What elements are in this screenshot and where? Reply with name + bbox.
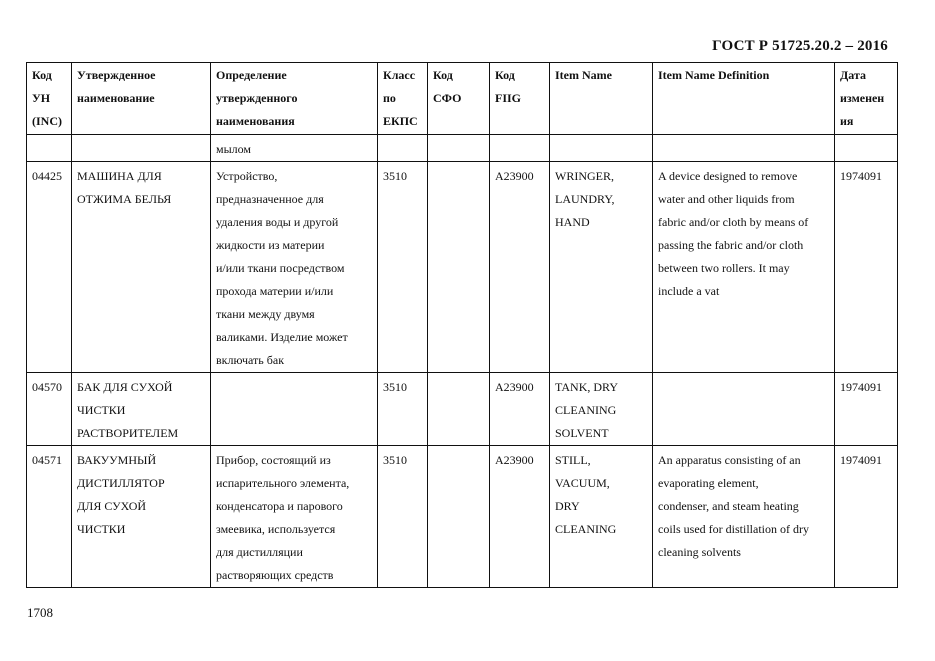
cell-approved-name [72,373,211,446]
cell-line: HAND [555,215,590,229]
cell-inc: 04425 [27,162,72,373]
cell-date: 1974091 [835,446,898,588]
cell-definition [211,162,378,373]
cell-inc: 04571 [27,446,72,588]
column-header-line: Код [495,68,515,82]
cell-line: ДЛЯ СУХОЙ [77,499,147,513]
cell-date: 1974091 [835,162,898,373]
cell-line: CLEANING [555,403,617,417]
table-row [27,446,898,588]
cell-item-definition [653,446,835,588]
cell-line: змеевика, используется [216,522,336,536]
column-header-item-name [550,63,653,135]
cell-line: конденсатора и парового [216,499,343,513]
column-header-line: наименование [77,91,155,105]
column-header-approved-name [72,63,211,135]
cell-item-name [550,373,653,446]
column-header-sfo-code [428,63,490,135]
cell-item-definition [653,373,835,446]
column-header-line: Класс [383,68,416,82]
cell-approved-name [72,446,211,588]
cell-line: water and other liquids from [658,192,795,206]
cell-class: 3510 [378,446,428,588]
column-header-line: ия [840,114,854,128]
cell-line: between two rollers. It may [658,261,790,275]
table-row [27,162,898,373]
standard-designation: ГОСТ Р 51725.20.2 – 2016 [712,38,888,54]
table-row [27,373,898,446]
column-header-ekps-class [378,63,428,135]
column-header-line: Утвержденное [77,68,156,82]
cell-line: WRINGER, [555,169,614,183]
cell-fiig: A23900 [490,446,550,588]
column-header-line: FIIG [495,91,522,105]
cell-line: валиками. Изделие может [216,330,348,344]
cell-line: ЧИСТКИ [77,403,126,417]
column-header-line: Дата [840,68,866,82]
cell-item-name [550,135,653,162]
cell-sfo [428,162,490,373]
catalog-table [26,62,898,588]
column-header-change-date [835,63,898,135]
cell-inc: 04570 [27,373,72,446]
cell-class: 3510 [378,373,428,446]
column-header-line: (INC) [32,114,62,128]
cell-line: ВАКУУМНЫЙ [77,453,157,467]
column-header-line: по [383,91,396,105]
column-header-line: утвержденного [216,91,298,105]
cell-line: An apparatus consisting of an [658,453,801,467]
cell-fiig: A23900 [490,162,550,373]
cell-line: include a vat [658,284,720,298]
cell-item-name [550,162,653,373]
cell-line: ОТЖИМА БЕЛЬЯ [77,192,172,206]
cell-definition: мылом [211,135,378,162]
cell-date: 1974091 [835,373,898,446]
cell-line: прохода материи и/или [216,284,334,298]
cell-line: предназначенное для [216,192,324,206]
column-header-line: ЕКПС [383,114,418,128]
column-header-line: СФО [433,91,462,105]
cell-fiig: A23900 [490,373,550,446]
page-number: 1708 [27,605,53,620]
cell-line: включать бак [216,353,285,367]
cell-item-definition [653,135,835,162]
column-header-line: изменен [840,91,885,105]
column-header-line: Item Name [555,68,612,82]
cell-line: fabric and/or cloth by means of [658,215,809,229]
cell-line: и/или ткани посредством [216,261,345,275]
cell-inc [27,135,72,162]
cell-line: A device designed to remove [658,169,798,183]
cell-date [835,135,898,162]
cell-definition [211,373,378,446]
cell-sfo [428,446,490,588]
cell-line: coils used for distillation of dry [658,522,809,536]
cell-line: SOLVENT [555,426,609,440]
cell-line: для дистилляции [216,545,303,559]
cell-class [378,135,428,162]
cell-class: 3510 [378,162,428,373]
cell-item-name [550,446,653,588]
cell-line: МАШИНА ДЛЯ [77,169,162,183]
column-header-line: наименования [216,114,295,128]
cell-line: испарительного элемента, [216,476,350,490]
cell-line: DRY [555,499,580,513]
table-row-continuation [27,135,898,162]
cell-line: LAUNDRY, [555,192,615,206]
cell-line: Прибор, состоящий из [216,453,331,467]
cell-line: удаления воды и другой [216,215,339,229]
cell-line: Устройство, [216,169,278,183]
cell-line: STILL, [555,453,591,467]
cell-approved-name [72,162,211,373]
cell-fiig [490,135,550,162]
table-header-row [27,63,898,135]
column-header-line: Код [32,68,52,82]
cell-line: evaporating element, [658,476,759,490]
cell-line: ДИСТИЛЛЯТОР [77,476,165,490]
cell-sfo [428,135,490,162]
cell-line: ткани между двумя [216,307,315,321]
cell-line: passing the fabric and/or cloth [658,238,804,252]
cell-line: растворяющих средств [216,568,334,582]
cell-line: CLEANING [555,522,617,536]
cell-line: РАСТВОРИТЕЛЕМ [77,426,179,440]
cell-line: жидкости из материи [216,238,325,252]
column-header-name-definition [211,63,378,135]
cell-line: VACUUM, [555,476,610,490]
column-header-line: Код [433,68,453,82]
cell-line: condenser, and steam heating [658,499,799,513]
column-header-inc [27,63,72,135]
cell-approved-name [72,135,211,162]
cell-item-definition [653,162,835,373]
cell-sfo [428,373,490,446]
column-header-item-name-definition [653,63,835,135]
column-header-fiig-code [490,63,550,135]
cell-line: БАК ДЛЯ СУХОЙ [77,380,173,394]
column-header-line: Определение [216,68,287,82]
column-header-line: Item Name Definition [658,68,770,82]
cell-line: TANK, DRY [555,380,619,394]
column-header-line: УН [32,91,51,105]
cell-line: cleaning solvents [658,545,741,559]
cell-definition [211,446,378,588]
cell-line: ЧИСТКИ [77,522,126,536]
